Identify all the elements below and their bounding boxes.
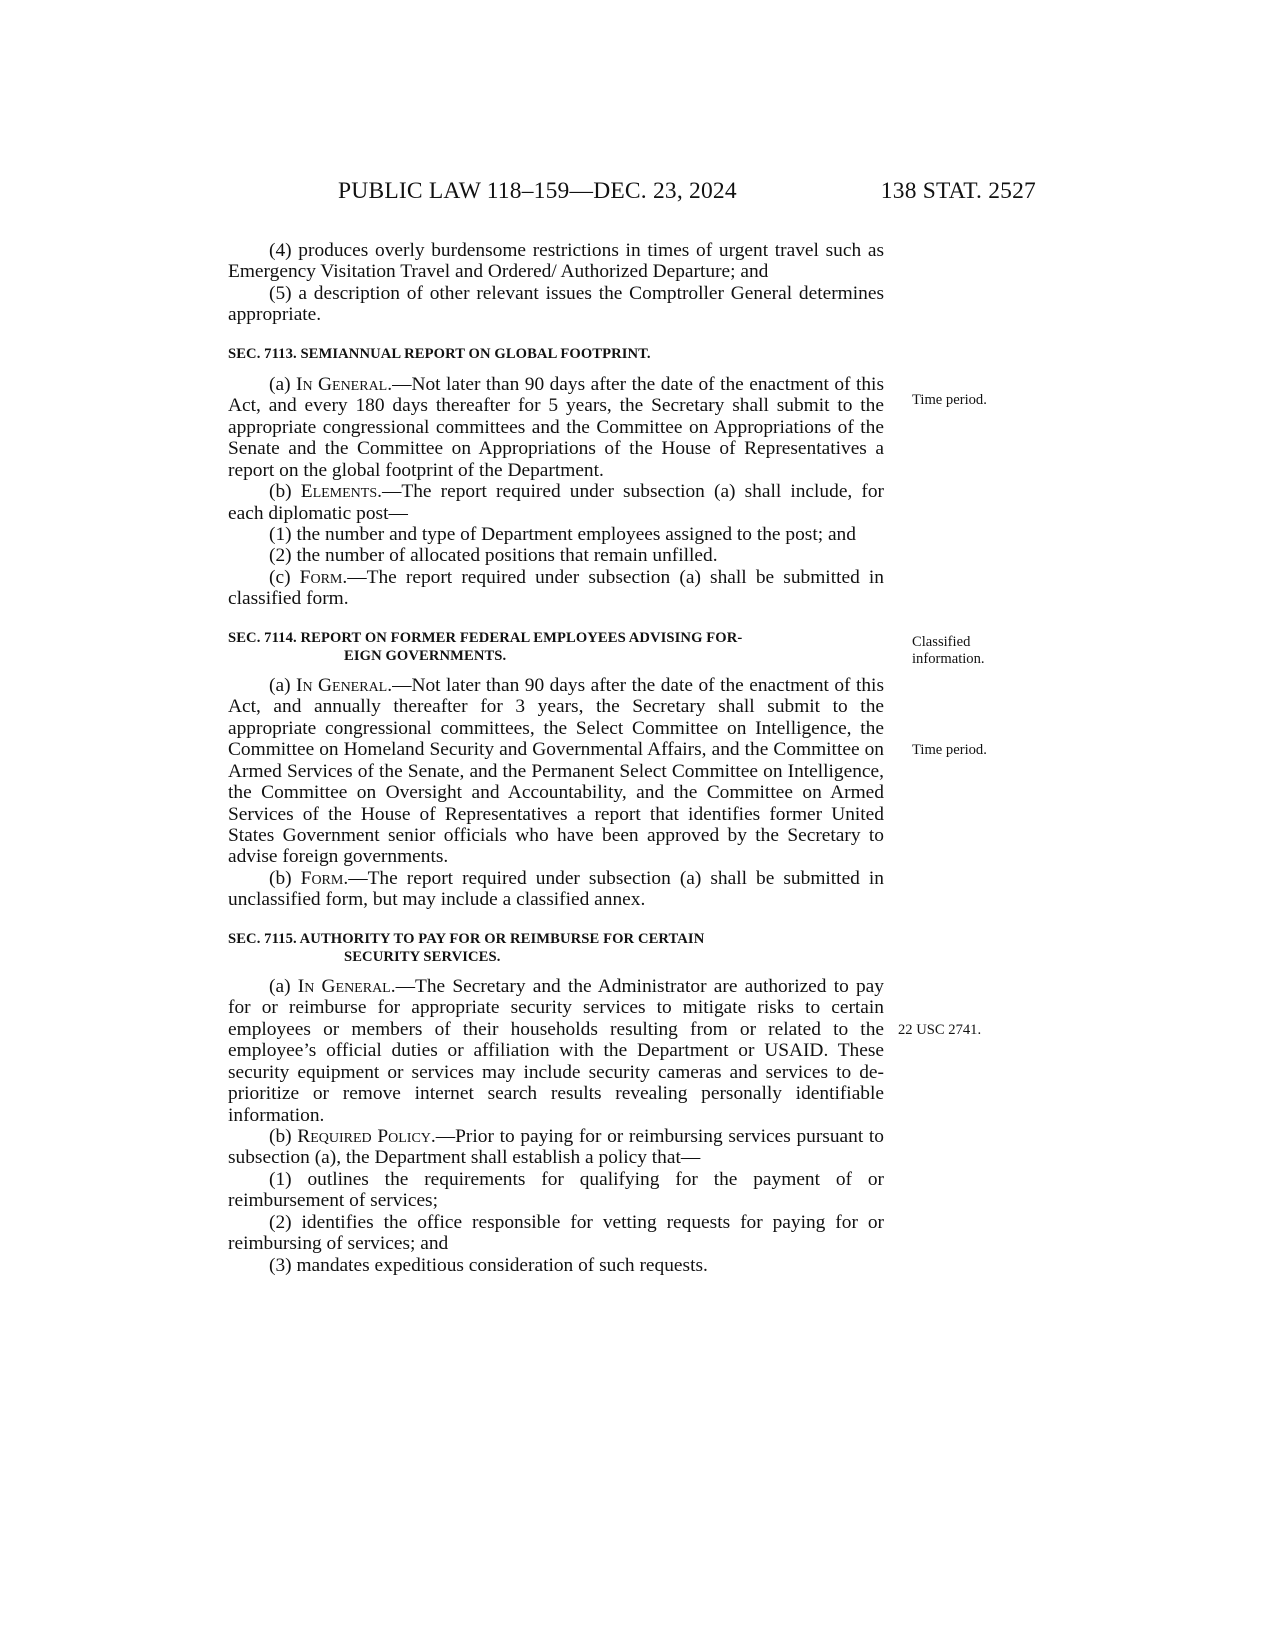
sec-7113-c: (c) Form.—The report required under subsection (a) shall be submitted in classified form. [228,566,884,610]
sec-7114-b: (b) Form.—The report required under subsection (a) shall be submitted in unclassified form, but may include a classified annex. [228,867,884,911]
sec-7113-a: (a) In General.—Not later than 90 days after the date of the enactment of this Act, and every 180 days thereafter for 5 years, the Secretary shall submit to the appropriate congressional committees and the Committee on Appropriations of the Senate and the Committee on Appropriations of the House of Representatives a report on the global footprint of the Department. [228,373,884,481]
intro-item-5: (5) a description of other relevant issues the Comptroller General determines appropriate. [228,282,884,326]
law-title: PUBLIC LAW 118–159—DEC. 23, 2024 [338,178,737,204]
sec-7113-b2: (2) the number of allocated positions that remain unfilled. [269,545,718,567]
sec-7115-b2: (2) identifies the office responsible for vetting requests for paying for or reimbursing of services; and [228,1211,884,1255]
margin-note-usc-citation: 22 USC 2741. [898,1022,982,1038]
margin-note-time-period: Time period. [912,742,987,758]
sec-7113-b: (b) Elements.—The report required under subsection (a) shall include, for each diplomatic post— [228,481,884,524]
document-body [228,240,884,1276]
intro-item-4: (4) produces overly burdensome restrictions in times of urgent travel such as Emergency Visitation Travel and Ordered/ Authorized Departure; and [228,240,884,283]
statute-reference: 138 STAT. 2527 [880,178,1036,204]
sec-7115-b1: (1) outlines the requirements for qualifying for the payment of or reimbursement of services; [228,1168,884,1212]
sec-7115-heading: SEC. 7115. AUTHORITY TO PAY FOR OR REIMBURSE FOR CERTAIN SECURITY SERVICES. [228,930,705,965]
sec-7113-heading: SEC. 7113. SEMIANNUAL REPORT ON GLOBAL FOOTPRINT. [228,345,651,362]
sec-7114-a: (a) In General.—Not later than 90 days after the date of the enactment of this Act, and annually thereafter for 3 years, the Secretary shall submit to the appropriate congressional committees, the Select Committee on Intelligence, the Committee on Homeland Security and Governmental Affairs, and the Committee on Armed Services of the Senate, and the Permanent Select Committee on Intelligence, the Committee on Oversight and Accountability, and the Committee on Armed Services of the House of Representatives a report that identifies former United States Government senior officials who have been approved by the Secretary to advise foreign governments. [228,674,884,868]
sec-7115-b3: (3) mandates expeditious consideration of such requests. [269,1254,708,1276]
sec-7115-b: (b) Required Policy.—Prior to paying for or reimbursing services pursuant to subsection (a), the Department shall establish a policy that— [228,1125,884,1169]
sec-7115-a: (a) In General.—The Secretary and the Administrator are authorized to pay for or reimburse for appropriate security services to mitigate risks to certain employees or members of their households resulting from or related to the employee’s official duties or affiliation with the Department or USAID. These security equipment or services may include security cameras and services to de-prioritize or remove internet search results revealing personally identifiable information. [228,975,884,1126]
sec-7113-b1: (1) the number and type of Department employees assigned to the post; and [269,523,856,545]
page-header [228,178,1036,212]
margin-note-classified: Classified information. [912,634,985,667]
margin-note-time-period: Time period. [912,392,987,408]
sec-7114-heading: SEC. 7114. REPORT ON FORMER FEDERAL EMPLOYEES ADVISING FOR- EIGN GOVERNMENTS. [228,629,743,664]
